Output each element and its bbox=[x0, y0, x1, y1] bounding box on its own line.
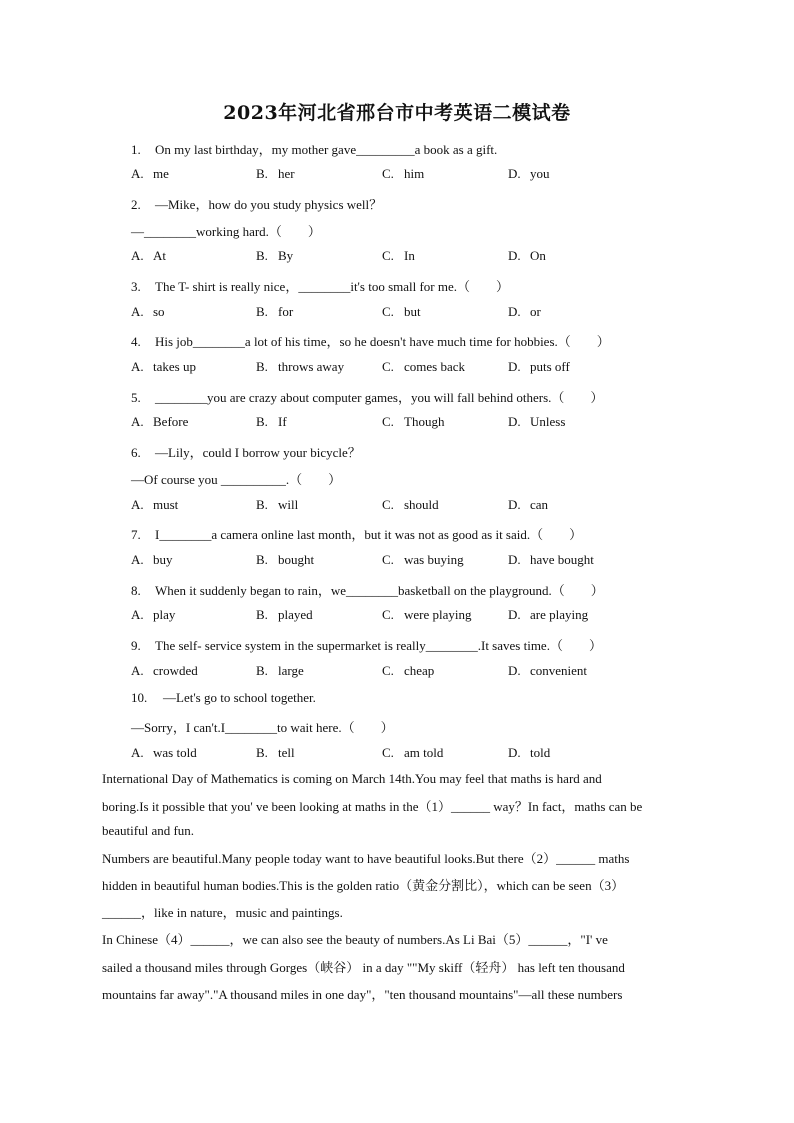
option-letter: D. bbox=[508, 414, 521, 429]
question-stem bbox=[131, 387, 603, 406]
answer-option[interactable] bbox=[131, 248, 166, 264]
answer-option[interactable] bbox=[256, 166, 295, 182]
passage-line: sailed a thousand miles through Gorges（峡谷） in a day ""My skiff（轻舟） has left ten thousand bbox=[102, 960, 625, 975]
option-letter: A. bbox=[131, 359, 144, 374]
question-text: —Lily，could I borrow your bicycle？ bbox=[155, 445, 361, 460]
option-text: tell bbox=[278, 745, 295, 760]
answer-option[interactable] bbox=[256, 607, 313, 623]
option-letter: A. bbox=[131, 745, 144, 760]
question-stem bbox=[131, 139, 497, 158]
answer-option[interactable] bbox=[382, 166, 424, 182]
option-letter: D. bbox=[508, 745, 521, 760]
answer-option[interactable] bbox=[508, 414, 565, 430]
option-text: puts off bbox=[530, 359, 570, 374]
option-text: takes up bbox=[153, 359, 196, 374]
answer-option[interactable] bbox=[131, 304, 165, 320]
option-text: can bbox=[530, 497, 549, 512]
dialogue-reply: —________working hard.（ ） bbox=[131, 224, 321, 239]
option-text: bought bbox=[278, 552, 315, 567]
option-text: will bbox=[278, 497, 299, 512]
answer-option[interactable] bbox=[256, 663, 304, 679]
passage-line: hidden in beautiful human bodies.This is the golden ratio（黄金分割比），which can be seen（3） bbox=[102, 878, 625, 893]
option-letter: B. bbox=[256, 552, 268, 567]
answer-option[interactable] bbox=[256, 359, 344, 375]
option-letter: D. bbox=[508, 552, 521, 567]
answer-option[interactable] bbox=[508, 552, 594, 568]
question-stem bbox=[131, 331, 610, 350]
option-letter: A. bbox=[131, 248, 144, 263]
question-number: 4. bbox=[131, 334, 141, 349]
option-text: By bbox=[278, 248, 294, 263]
answer-option[interactable] bbox=[256, 745, 295, 761]
question-text: The T- shirt is really nice，________it's too small for me.（ ） bbox=[155, 279, 510, 294]
question-stem bbox=[131, 690, 316, 706]
option-letter: D. bbox=[508, 359, 521, 374]
option-letter: B. bbox=[256, 248, 268, 263]
question-stem bbox=[131, 276, 509, 295]
page-title: 2023年河北省邢台市中考英语二模试卷 bbox=[223, 102, 571, 124]
option-text: play bbox=[153, 607, 176, 622]
question-number: 10. bbox=[131, 690, 148, 705]
answer-option[interactable] bbox=[131, 607, 175, 623]
option-text: so bbox=[153, 304, 165, 319]
option-text: On bbox=[530, 248, 546, 263]
passage-line: beautiful and fun. bbox=[102, 823, 195, 838]
option-letter: B. bbox=[256, 414, 268, 429]
passage-line: boring.Is it possible that you' ve been looking at maths in the（1）______ way？In fact，maths can be bbox=[102, 799, 643, 814]
question-number: 8. bbox=[131, 583, 141, 598]
option-letter: A. bbox=[131, 304, 144, 319]
option-letter: C. bbox=[382, 552, 394, 567]
option-text: her bbox=[278, 166, 295, 181]
answer-option[interactable] bbox=[382, 607, 472, 623]
option-text: In bbox=[404, 248, 415, 263]
option-letter: C. bbox=[382, 359, 394, 374]
option-text: buy bbox=[153, 552, 173, 567]
answer-option[interactable] bbox=[508, 607, 588, 623]
answer-option[interactable] bbox=[508, 359, 570, 375]
question-text: On my last birthday，my mother gave_________a book as a gift. bbox=[155, 142, 498, 157]
option-text: was buying bbox=[404, 552, 464, 567]
question-number: 6. bbox=[131, 445, 141, 460]
option-text: are playing bbox=[530, 607, 589, 622]
option-text: told bbox=[530, 745, 551, 760]
question-stem bbox=[131, 442, 361, 461]
answer-option[interactable] bbox=[382, 497, 439, 513]
answer-option[interactable] bbox=[131, 414, 188, 430]
option-text: am told bbox=[404, 745, 444, 760]
option-text: but bbox=[404, 304, 421, 319]
option-letter: B. bbox=[256, 663, 268, 678]
answer-option[interactable] bbox=[508, 497, 548, 513]
answer-option[interactable] bbox=[256, 304, 293, 320]
answer-option[interactable] bbox=[131, 166, 169, 182]
answer-option[interactable] bbox=[508, 166, 550, 182]
dialogue-reply: —Sorry，I can't.I________to wait here.（ ） bbox=[131, 720, 394, 735]
option-text: should bbox=[404, 497, 439, 512]
option-text: have bought bbox=[530, 552, 594, 567]
question-number: 2. bbox=[131, 197, 141, 212]
question-text: —Let's go to school together. bbox=[163, 690, 316, 705]
option-letter: A. bbox=[131, 663, 144, 678]
option-letter: B. bbox=[256, 304, 268, 319]
option-letter: D. bbox=[508, 497, 521, 512]
option-text: played bbox=[278, 607, 313, 622]
option-letter: C. bbox=[382, 497, 394, 512]
option-letter: A. bbox=[131, 607, 144, 622]
answer-option[interactable] bbox=[131, 552, 173, 568]
question-stem bbox=[131, 194, 382, 213]
option-text: At bbox=[153, 248, 166, 263]
question-number: 9. bbox=[131, 638, 141, 653]
answer-option[interactable] bbox=[131, 663, 198, 679]
answer-option[interactable] bbox=[508, 248, 546, 264]
option-letter: C. bbox=[382, 745, 394, 760]
option-text: Before bbox=[153, 414, 189, 429]
option-letter: D. bbox=[508, 166, 521, 181]
question-text: I________a camera online last month，but it was not as good as it said.（ ） bbox=[155, 527, 583, 542]
passage-line: Numbers are beautiful.Many people today want to have beautiful looks.But there（2）______ maths bbox=[102, 851, 630, 866]
option-text: him bbox=[404, 166, 425, 181]
dialogue-reply: —Of course you __________.（ ） bbox=[131, 472, 342, 487]
option-text: comes back bbox=[404, 359, 466, 374]
option-letter: B. bbox=[256, 745, 268, 760]
question-stem bbox=[131, 524, 582, 543]
question-number: 3. bbox=[131, 279, 141, 294]
option-text: you bbox=[530, 166, 550, 181]
option-letter: B. bbox=[256, 607, 268, 622]
option-letter: D. bbox=[508, 304, 521, 319]
option-letter: A. bbox=[131, 552, 144, 567]
option-text: were playing bbox=[404, 607, 472, 622]
option-text: convenient bbox=[530, 663, 588, 678]
option-text: must bbox=[153, 497, 179, 512]
question-text: The self- service system in the supermarket is really________.It saves time.（ ） bbox=[155, 638, 602, 653]
option-letter: C. bbox=[382, 248, 394, 263]
option-letter: D. bbox=[508, 248, 521, 263]
answer-option[interactable] bbox=[382, 552, 464, 568]
answer-option[interactable] bbox=[508, 745, 550, 761]
answer-option[interactable] bbox=[382, 414, 444, 430]
answer-option[interactable] bbox=[382, 304, 421, 320]
option-letter: C. bbox=[382, 663, 394, 678]
option-letter: D. bbox=[508, 663, 521, 678]
answer-option[interactable] bbox=[382, 248, 415, 264]
option-text: If bbox=[278, 414, 287, 429]
question-number: 7. bbox=[131, 527, 141, 542]
answer-option[interactable] bbox=[256, 248, 293, 264]
answer-option[interactable] bbox=[382, 359, 465, 375]
question-stem bbox=[131, 580, 604, 599]
option-letter: A. bbox=[131, 497, 144, 512]
option-text: large bbox=[278, 663, 304, 678]
answer-option[interactable] bbox=[382, 663, 434, 679]
passage-line: In Chinese（4）______，we can also see the beauty of numbers.As Li Bai（5）______，"I' ve bbox=[102, 932, 608, 947]
question-number: 1. bbox=[131, 142, 141, 157]
answer-option[interactable] bbox=[256, 497, 298, 513]
question-text: When it suddenly began to rain，we________basketball on the playground.（ ） bbox=[155, 583, 604, 598]
option-text: was told bbox=[153, 745, 197, 760]
question-text: —Mike，how do you study physics well？ bbox=[155, 197, 383, 212]
option-letter: B. bbox=[256, 166, 268, 181]
passage-line: ______，like in nature，music and paintings. bbox=[102, 905, 343, 920]
option-text: Unless bbox=[530, 414, 566, 429]
question-text: His job________a lot of his time，so he doesn't have much time for hobbies.（ ） bbox=[155, 334, 610, 349]
option-text: throws away bbox=[278, 359, 345, 374]
option-letter: C. bbox=[382, 414, 394, 429]
option-letter: A. bbox=[131, 414, 144, 429]
option-text: me bbox=[153, 166, 169, 181]
option-letter: A. bbox=[131, 166, 144, 181]
option-letter: D. bbox=[508, 607, 521, 622]
passage-line: International Day of Mathematics is coming on March 14th.You may feel that maths is hard and bbox=[102, 771, 602, 786]
question-text: ________you are crazy about computer games，you will fall behind others.（ ） bbox=[155, 390, 604, 405]
option-text: crowded bbox=[153, 663, 198, 678]
answer-option[interactable] bbox=[508, 304, 541, 320]
answer-option[interactable] bbox=[508, 663, 587, 679]
answer-option[interactable] bbox=[131, 745, 197, 761]
option-letter: C. bbox=[382, 607, 394, 622]
option-text: for bbox=[278, 304, 294, 319]
option-letter: C. bbox=[382, 166, 394, 181]
option-text: Though bbox=[404, 414, 445, 429]
answer-option[interactable] bbox=[131, 497, 178, 513]
option-letter: B. bbox=[256, 497, 268, 512]
option-letter: C. bbox=[382, 304, 394, 319]
passage-line: mountains far away"."A thousand miles in one day"，"ten thousand mountains"—all these numbers bbox=[102, 987, 623, 1002]
answer-option[interactable] bbox=[131, 359, 196, 375]
answer-option[interactable] bbox=[256, 552, 314, 568]
option-text: cheap bbox=[404, 663, 435, 678]
question-stem bbox=[131, 635, 602, 654]
answer-option[interactable] bbox=[256, 414, 287, 430]
option-letter: B. bbox=[256, 359, 268, 374]
option-text: or bbox=[530, 304, 541, 319]
answer-option[interactable] bbox=[382, 745, 443, 761]
question-number: 5. bbox=[131, 390, 141, 405]
